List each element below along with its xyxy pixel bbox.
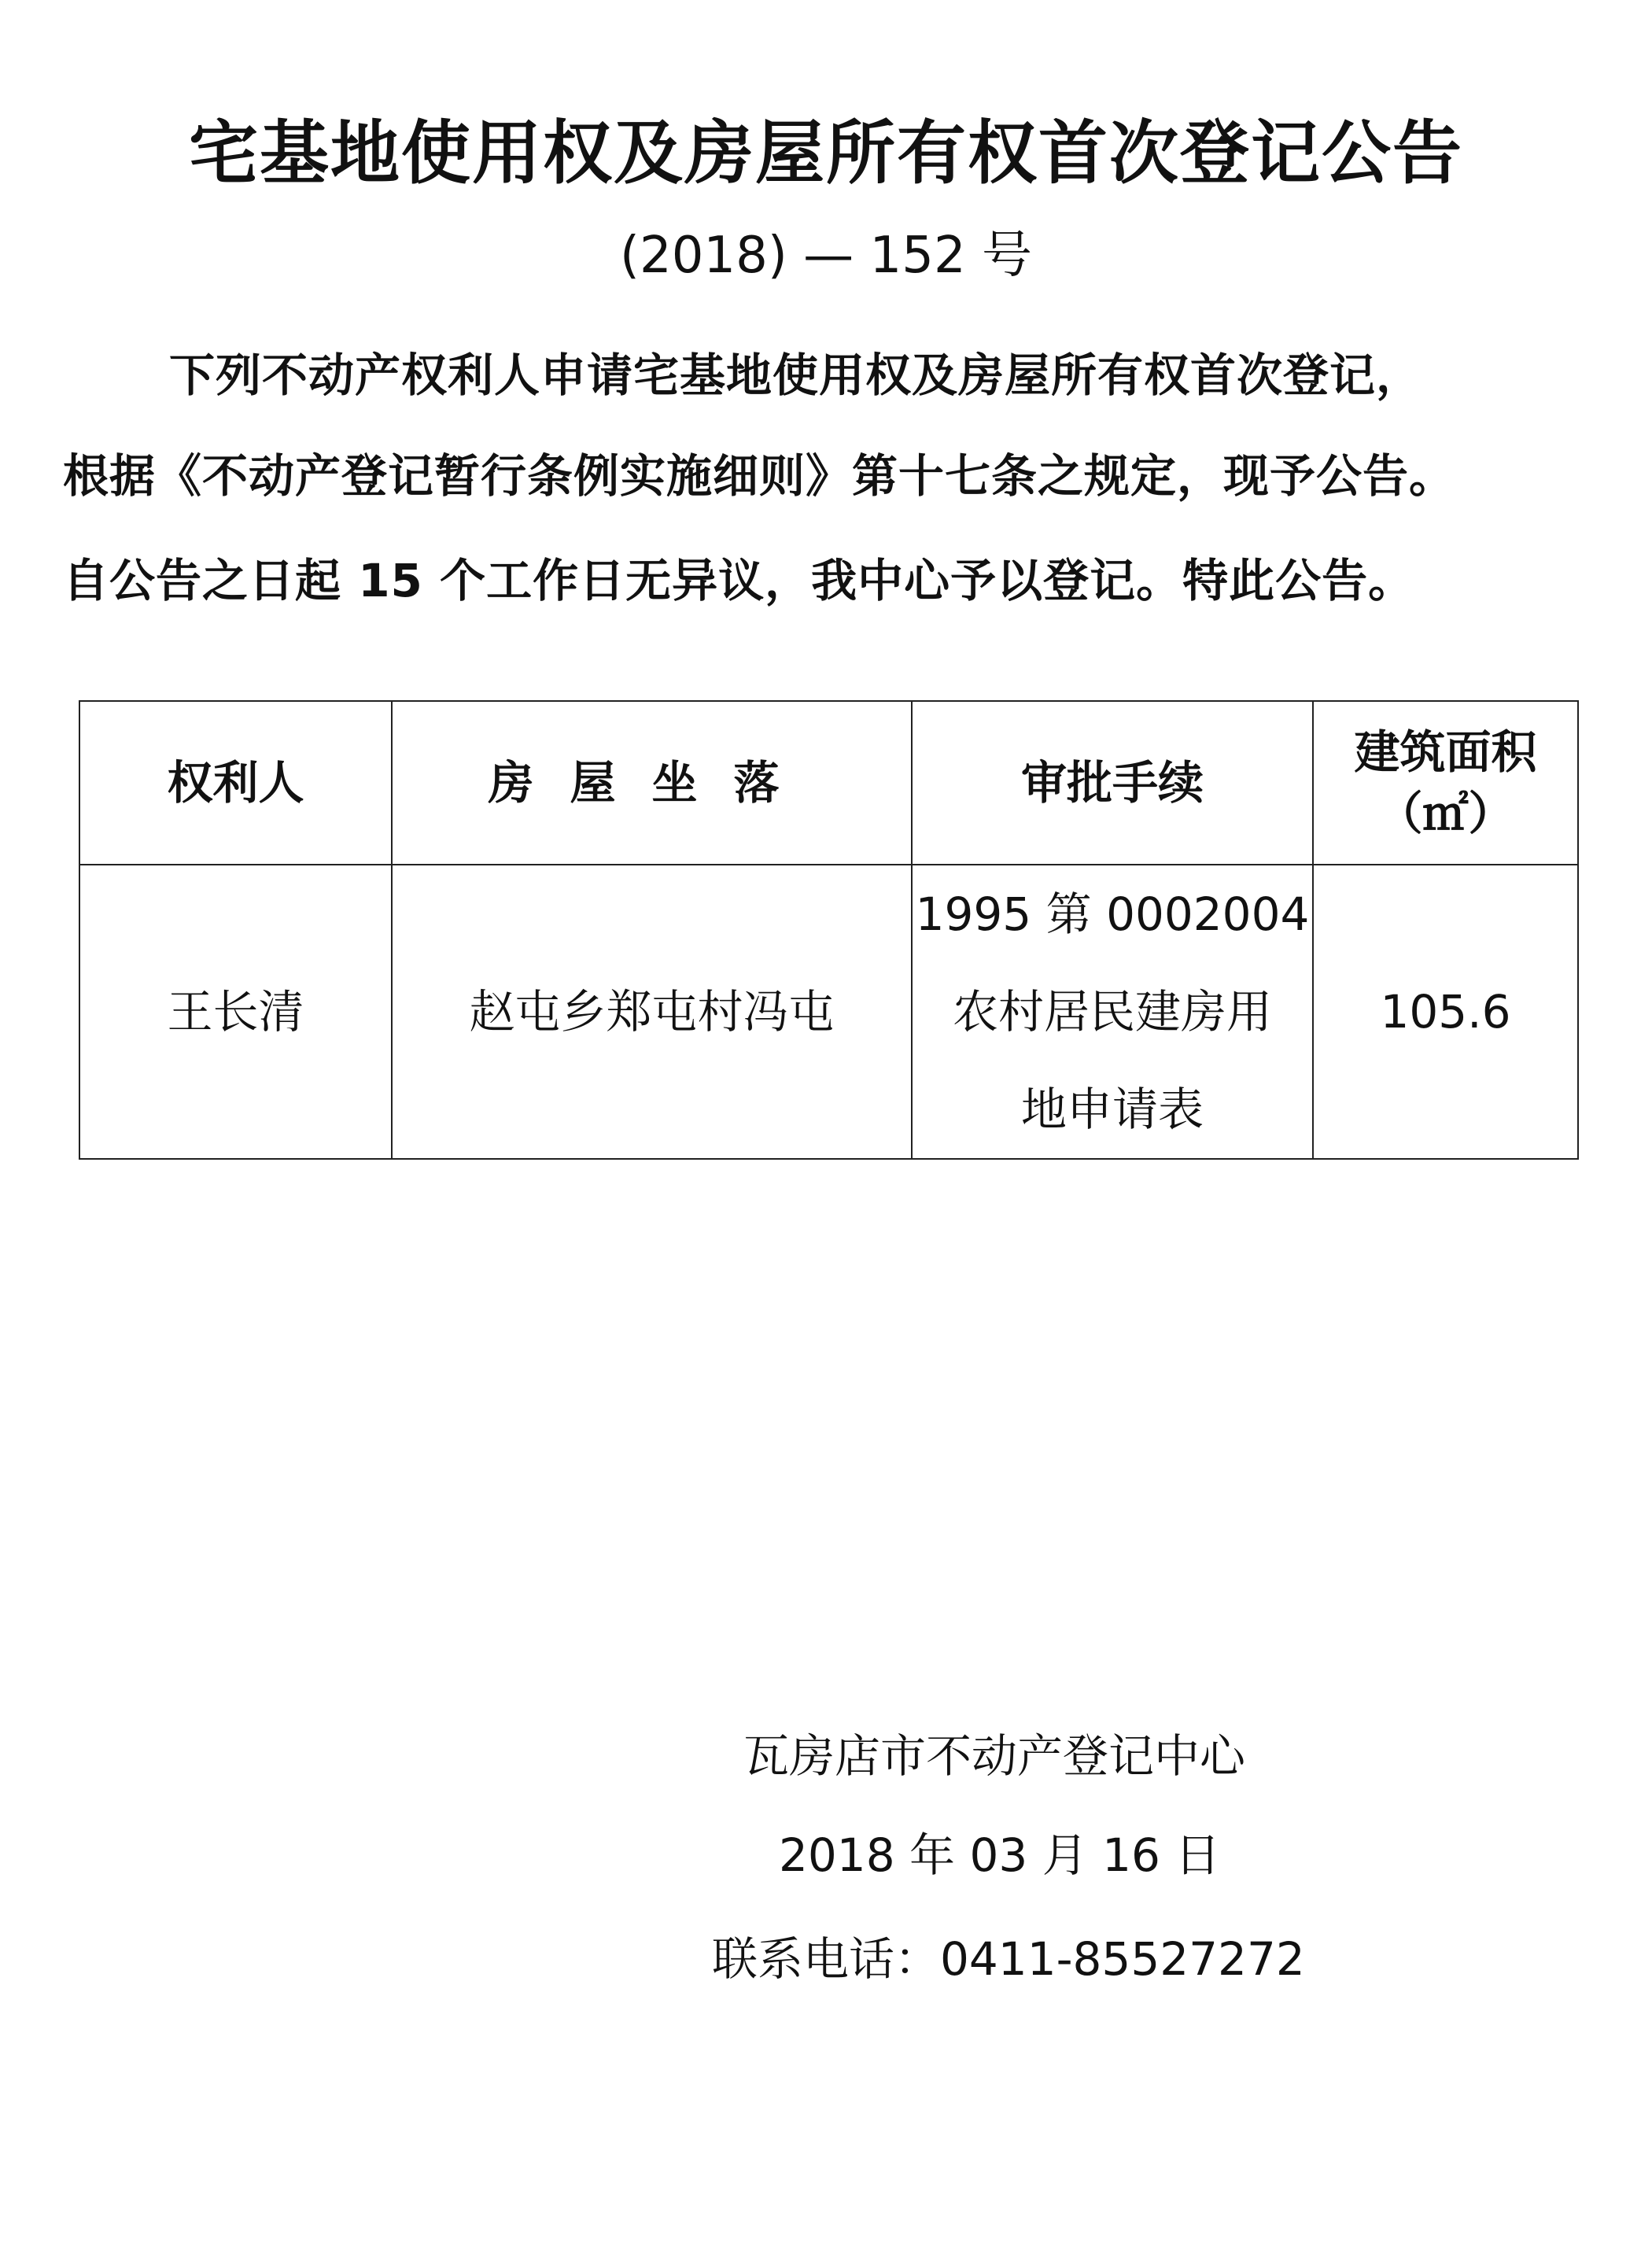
header-area-unit: （㎡） — [1377, 787, 1514, 840]
cell-location: 赵屯乡郑屯村冯屯 — [392, 865, 912, 1159]
body-paragraph-line-2: 根据《不动产登记暂行条例实施细则》第十七条之规定，现予公告。 — [63, 449, 1456, 503]
cell-owner: 王长清 — [79, 865, 392, 1159]
issue-date: 2018 年 03 月 16 日 — [779, 1828, 1221, 1882]
document-number: (2018) — 152 号 — [620, 227, 1032, 285]
body-paragraph-line-1: 下列不动产权利人申请宅基地使用权及房屋所有权首次登记， — [169, 349, 1423, 402]
header-location — [392, 701, 912, 865]
header-area-label: 建筑面积 — [1354, 725, 1537, 779]
cell-approval — [912, 865, 1313, 1159]
notice-title: 宅基地使用权及房屋所有权首次登记公告 — [188, 113, 1463, 194]
approval-line-3: 地申请表 — [1020, 1083, 1204, 1136]
cell-area: 105.6 — [1313, 865, 1578, 1159]
header-owner: 权利人 — [79, 701, 392, 865]
table-row — [79, 865, 1578, 1159]
issuing-organization: 瓦房店市不动产登记中心 — [743, 1729, 1246, 1783]
header-area — [1313, 701, 1578, 865]
header-location-label: 房屋坐落 — [488, 756, 816, 810]
header-approval: 审批手续 — [912, 701, 1313, 865]
approval-line-2: 农村居民建房用 — [952, 985, 1272, 1039]
table-header-row — [79, 701, 1578, 865]
registration-table — [79, 700, 1579, 1160]
body-paragraph-line-3: 自公告之日起 15 个工作日无异议，我中心予以登记。特此公告。 — [63, 554, 1415, 607]
approval-line-1: 1995 第 0002004 — [915, 887, 1310, 941]
contact-phone: 联系电话：0411-85527272 — [712, 1932, 1305, 1986]
